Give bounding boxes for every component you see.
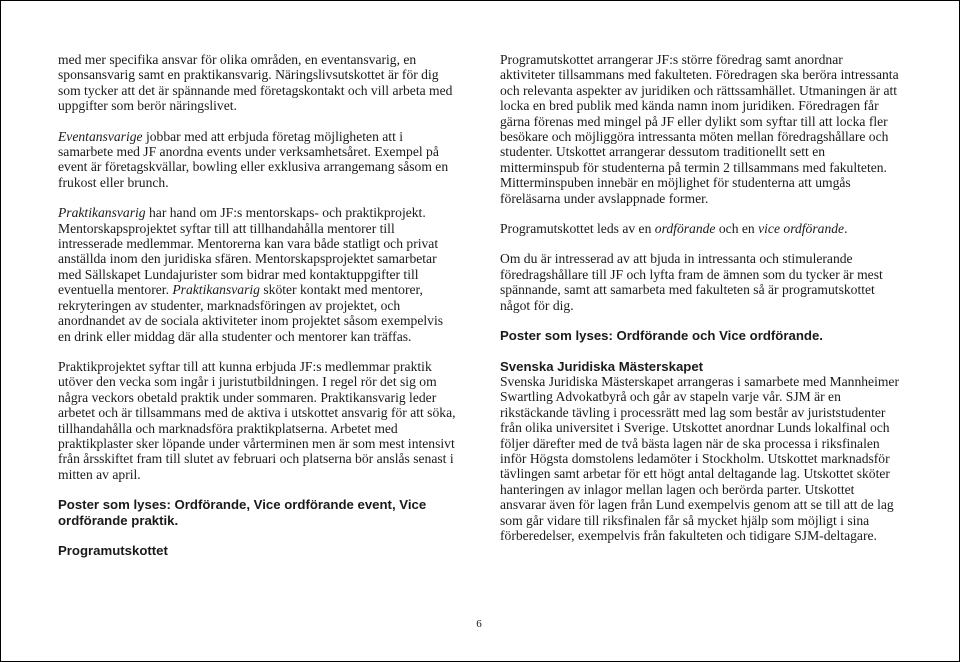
leadership-text-b: och en	[715, 221, 759, 237]
right-paragraph-sjm: Svenska Juridiska Mästerskapet arrangeras i samarbete med Mannheimer Swartling Advokatbyrå och går av stapeln varje vår. SJM är en rikstäckande tävling i processrätt med lag som består av juriststudenter från olika universitet i Sverige. Utskottet anordnar Lunds lokalfinal och följer därefter med de två bästa lagen när de ska processa i riksfinalen inför Högsta domstolens ledamöter i Stockholm. Utskottet marknadsför tävlingen samt arbetar för ett högt antal deltagande lag. Utskottet sköter hanteringen av inlagor mellan lagen och berörda parter. Utskottet ansvarar även för lagen från Lund exempelvis genom att se till att de lag som går vidare till riksfinalen får så mycket hjälp som möjligt i sina förberedelser, exempelvis från fakulteten och tidigare SJM-deltagare.	[500, 373, 899, 543]
left-paragraph-praktikansvarig	[58, 205, 458, 344]
right-paragraph-1: Programutskottet arrangerar JF:s större föredrag samt anordnar aktiviteter tillsammans med fakulteten. Föredragen ska beröra intressanta och relevanta aspekter av juridiken och rättssamhället. Utmaningen är att locka en bred publik med kända namn inom juridiken. Föredragen får gärna förenas med mingel på JF eller dylikt som syftar till att locka fler besökare och möjliggöra intressanta möten mellan föredragshållare och studenter. Utskottet arrangerar dessutom traditionellt sett en mitterminspub för studenterna på termin 2 tillsammans med fakulteten. Mitterminspuben innebär en möjlighet för studenterna att umgås föreläsarna under avslappnade former.	[500, 52, 899, 206]
praktikansvarig-text-2: sköter kontakt med mentorer, rekryteringen av studenter, marknadsföringen av projektet, och anordnandet av de sociala aktiviteter inom projektet såsom exempelvis en drink eller middag där alla studenter och mentorer kan träffas.	[58, 282, 444, 344]
right-paragraph-leadership	[500, 221, 900, 236]
vice-ordforande-term: vice ordförande	[758, 221, 845, 237]
praktikansvarig-term-1: Praktikansvarig	[58, 205, 146, 221]
heading-programutskottet: Programutskottet	[58, 542, 168, 558]
ordforande-term: ordförande	[654, 221, 716, 237]
praktikansvarig-text-1: har hand om JF:s mentorskaps- och praktikprojekt. Mentorskapsprojektet syftar till att tillhandahålla mentorer till intresserade medlemmar. Mentorerna kan vara både statligt och privat anställda inom den juridiska sfären. Mentorskapsprojektet samarbetar med Sällskapet Lundajurister som bidrar med kontaktuppgifter till eventuella mentorer.	[58, 205, 439, 298]
right-paragraph-interest: Om du är intresserad av att bjuda in intressanta och stimulerande föredragshållare till JF och lyfta fram de ämnen som du tycker är mest spännande, samt att samarbeta med fakulteten så är programutskottet något för dig.	[500, 251, 883, 313]
eventansvarig-text: jobbar med att erbjuda företag möjligheten att i samarbete med JF anordna events under verksamhetsåret. Exempel på event är företagskvällar, bowling eller exklusiva arrangemang såsom en frukost eller brunch.	[58, 128, 449, 190]
left-heading-posts: Poster som lyses: Ordförande, Vice ordförande event, Vice ordförande praktik.	[58, 497, 427, 528]
left-paragraph-praktikprojekt: Praktikprojektet syftar till att kunna erbjuda JF:s medlemmar praktik utöver den vecka som ingår i juristutbildningen. I regel rör det sig om några veckors obetald praktik under sommaren. Praktikansvarig leder arbetet och är tillsammans med de aktiva i utskottet ansvarig för att söka, tillhandahålla och marknadsföra praktikplatserna. Arbetet med praktikplaster sker löpande under vårterminen men är som mest intensivt från årsskiftet fram till slutet av februari och platserna bör anslås senast i mitten av april.	[58, 358, 456, 482]
eventansvarig-term: Eventansvarige	[58, 128, 143, 144]
page-number: 6	[476, 618, 482, 630]
left-paragraph-eventansvarig	[58, 129, 458, 191]
leadership-text-c: .	[844, 221, 848, 237]
leadership-text-a: Programutskottet leds av en	[500, 221, 655, 237]
left-paragraph-1: med mer specifika ansvar för olika områden, en eventansvarig, en sponsansvarig samt en praktikansvarig. Näringslivsutskottet är för dig som tycker att det är spännande med företagskontakt och vill arbeta med uppgifter som berör näringslivet.	[58, 52, 453, 114]
praktikansvarig-term-2: Praktikansvarig	[172, 282, 260, 298]
heading-sjm: Svenska Juridiska Mästerskapet	[500, 358, 704, 374]
right-column	[500, 52, 900, 558]
right-heading-posts: Poster som lyses: Ordförande och Vice ordförande.	[500, 328, 823, 344]
left-column	[58, 52, 458, 573]
